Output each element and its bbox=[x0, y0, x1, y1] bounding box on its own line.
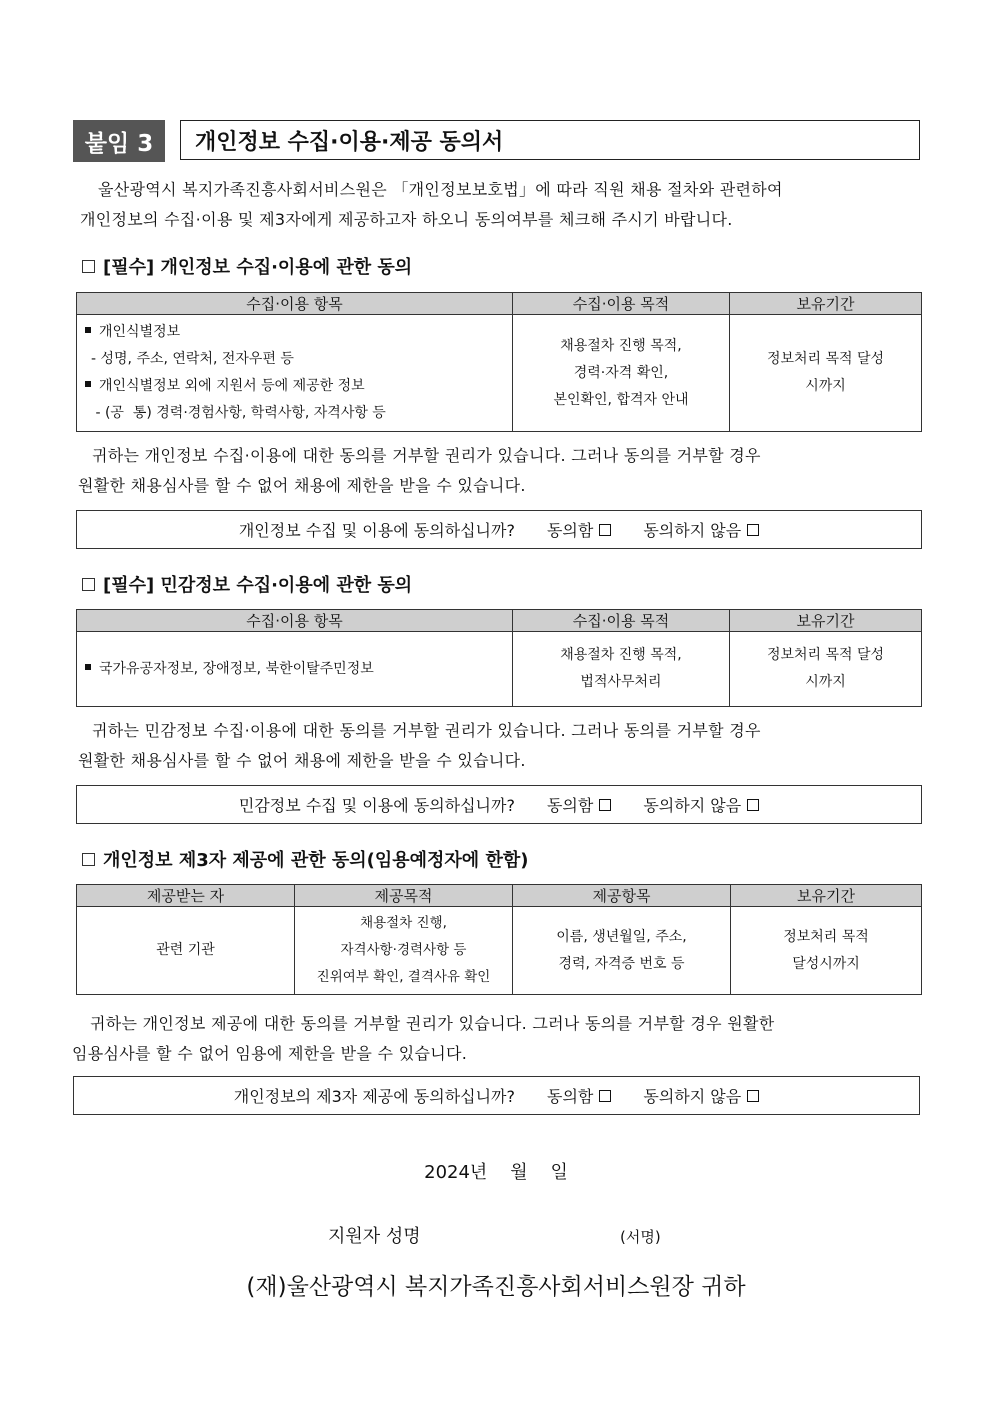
purpose-line: 진위여부 확인, 결격사유 확인 bbox=[316, 969, 491, 985]
period-line: 정보처리 목적 bbox=[783, 928, 869, 945]
section3-notice-line-2: 임용심사를 할 수 없어 임용에 제한을 받을 수 있습니다. bbox=[72, 1044, 468, 1063]
section3-heading bbox=[82, 846, 528, 872]
section3-purpose-cell bbox=[295, 907, 513, 995]
section2-disagree-checkbox[interactable] bbox=[747, 799, 759, 811]
section1-item: 개인식별정보 외에 지원서 등에 제공한 정보 bbox=[85, 373, 511, 400]
section3-disagree-label: 동의하지 않음 bbox=[643, 1087, 742, 1106]
bullet-icon bbox=[85, 327, 91, 333]
section3-agree-label: 동의함 bbox=[547, 1087, 594, 1106]
section3-notice-line-1: 귀하는 개인정보 제공에 대한 동의를 거부할 권리가 있습니다. 그러나 동의를 거부할 경우 원활한 bbox=[90, 1014, 775, 1033]
bullet-icon bbox=[85, 664, 91, 670]
section1-item: 개인식별정보 bbox=[85, 319, 511, 346]
item-line: 경력, 자격증 번호 등 bbox=[558, 955, 685, 972]
section1-consent-question: 개인정보 수집 및 이용에 동의하십니까? bbox=[238, 521, 515, 540]
section2-notice bbox=[78, 716, 922, 776]
document-title bbox=[180, 120, 920, 160]
section1-item: - (공 통) 경력·경험사항, 학력사항, 자격사항 등 bbox=[91, 405, 386, 421]
section2-heading-text: [필수] 민감정보 수집·이용에 관한 동의 bbox=[103, 575, 413, 596]
period-line: 시까지 bbox=[805, 674, 846, 690]
section1-col-purpose: 수집·이용 목적 bbox=[513, 293, 730, 315]
section2-heading-box-icon bbox=[82, 578, 95, 591]
section1-col-period: 보유기간 bbox=[730, 293, 922, 315]
section2-col-purpose: 수집·이용 목적 bbox=[513, 610, 730, 632]
bullet-icon bbox=[85, 381, 91, 387]
section2-disagree-label: 동의하지 않음 bbox=[643, 796, 742, 815]
section1-agree-checkbox[interactable] bbox=[599, 524, 611, 536]
section1-disagree-checkbox[interactable] bbox=[747, 524, 759, 536]
period-line: 시까지 bbox=[805, 378, 846, 394]
attachment-badge: 붙임 3 bbox=[73, 120, 165, 162]
section3-period-cell bbox=[731, 907, 922, 995]
section3-consent-box bbox=[73, 1076, 920, 1115]
document-title-text: 개인정보 수집·이용·제공 동의서 bbox=[195, 129, 504, 155]
signature-label: (서명) bbox=[620, 1228, 661, 1246]
section1-items-cell bbox=[77, 315, 513, 432]
section1-item: - 성명, 주소, 연락처, 전자우편 등 bbox=[91, 351, 294, 367]
section2-agree-label: 동의함 bbox=[546, 796, 594, 815]
section3-notice bbox=[72, 1009, 922, 1069]
section3-items-cell bbox=[513, 907, 731, 995]
purpose-line: 경력·자격 확인, bbox=[573, 364, 669, 381]
intro-paragraph bbox=[80, 175, 920, 235]
section1-heading-box-icon bbox=[82, 260, 95, 273]
section1-disagree-label: 동의하지 않음 bbox=[643, 521, 742, 540]
section2-items-cell bbox=[77, 632, 513, 707]
intro-line-2: 개인정보의 수집·이용 및 제3자에게 제공하고자 하오니 동의여부를 체크해 주시기 바랍니다. bbox=[80, 210, 733, 229]
section2-col-items: 수집·이용 항목 bbox=[77, 610, 513, 632]
purpose-line: 법적사무처리 bbox=[580, 674, 662, 690]
purpose-line: 자격사항·경력사항 등 bbox=[340, 942, 467, 958]
section1-heading bbox=[82, 253, 412, 279]
section1-notice bbox=[78, 441, 922, 501]
section2-table bbox=[76, 609, 922, 707]
section2-notice-line-1: 귀하는 민감정보 수집·이용에 대한 동의를 거부할 권리가 있습니다. 그러나 동의를 거부할 경우 bbox=[92, 721, 761, 740]
purpose-line: 채용절차 진행 목적, bbox=[560, 647, 682, 663]
section1-consent-box bbox=[76, 510, 922, 549]
section3-agree-checkbox[interactable] bbox=[599, 1090, 611, 1102]
intro-line-1: 울산광역시 복지가족진흥사회서비스원은 「개인정보보호법」에 따라 직원 채용 절차와 관련하여 bbox=[98, 180, 783, 199]
section2-period-cell bbox=[730, 632, 922, 707]
section3-heading-box-icon bbox=[82, 853, 95, 866]
section2-item: 국가유공자정보, 장애정보, 북한이탈주민정보 bbox=[85, 656, 511, 683]
section3-col-purpose: 제공목적 bbox=[295, 885, 513, 907]
section2-consent-question: 민감정보 수집 및 이용에 동의하십니까? bbox=[238, 796, 515, 815]
section3-col-recipient: 제공받는 자 bbox=[77, 885, 295, 907]
section2-consent-box bbox=[76, 785, 922, 824]
section2-heading bbox=[82, 571, 412, 597]
period-line: 정보처리 목적 달성 bbox=[766, 351, 885, 367]
section1-period-cell bbox=[730, 315, 922, 432]
section2-col-period: 보유기간 bbox=[730, 610, 922, 632]
section1-heading-text: [필수] 개인정보 수집·이용에 관한 동의 bbox=[103, 257, 413, 278]
period-line: 달성시까지 bbox=[792, 955, 860, 972]
date-line: 2024년 월 일 bbox=[424, 1162, 568, 1183]
section1-notice-line-1: 귀하는 개인정보 수집·이용에 대한 동의를 거부할 권리가 있습니다. 그러나 동의를 거부할 경우 bbox=[92, 446, 761, 465]
section3-consent-question: 개인정보의 제3자 제공에 동의하십니까? bbox=[233, 1087, 516, 1106]
purpose-line: 본인확인, 합격자 안내 bbox=[553, 391, 689, 408]
section1-table bbox=[76, 292, 922, 432]
section1-purpose-cell bbox=[513, 315, 730, 432]
purpose-line: 채용절차 진행, bbox=[360, 915, 447, 931]
section1-notice-line-2: 원활한 채용심사를 할 수 없어 채용에 제한을 받을 수 있습니다. bbox=[78, 476, 526, 495]
section2-notice-line-2: 원활한 채용심사를 할 수 없어 채용에 제한을 받을 수 있습니다. bbox=[78, 751, 526, 770]
section1-col-items: 수집·이용 항목 bbox=[77, 293, 513, 315]
purpose-line: 채용절차 진행 목적, bbox=[560, 337, 682, 354]
section3-col-items: 제공항목 bbox=[513, 885, 731, 907]
section3-recipient-cell: 관련 기관 bbox=[77, 907, 295, 995]
section3-col-period: 보유기간 bbox=[731, 885, 922, 907]
section2-purpose-cell bbox=[513, 632, 730, 707]
addressee-line: (재)울산광역시 복지가족진흥사회서비스원장 귀하 bbox=[246, 1274, 746, 1300]
section3-table bbox=[76, 884, 922, 995]
section3-disagree-checkbox[interactable] bbox=[747, 1090, 759, 1102]
applicant-name-label: 지원자 성명 bbox=[328, 1226, 421, 1247]
item-line: 이름, 생년월일, 주소, bbox=[556, 928, 687, 945]
section2-agree-checkbox[interactable] bbox=[599, 799, 611, 811]
period-line: 정보처리 목적 달성 bbox=[766, 647, 885, 663]
section1-agree-label: 동의함 bbox=[546, 521, 594, 540]
section3-heading-text: 개인정보 제3자 제공에 관한 동의(임용예정자에 한함) bbox=[103, 850, 529, 871]
